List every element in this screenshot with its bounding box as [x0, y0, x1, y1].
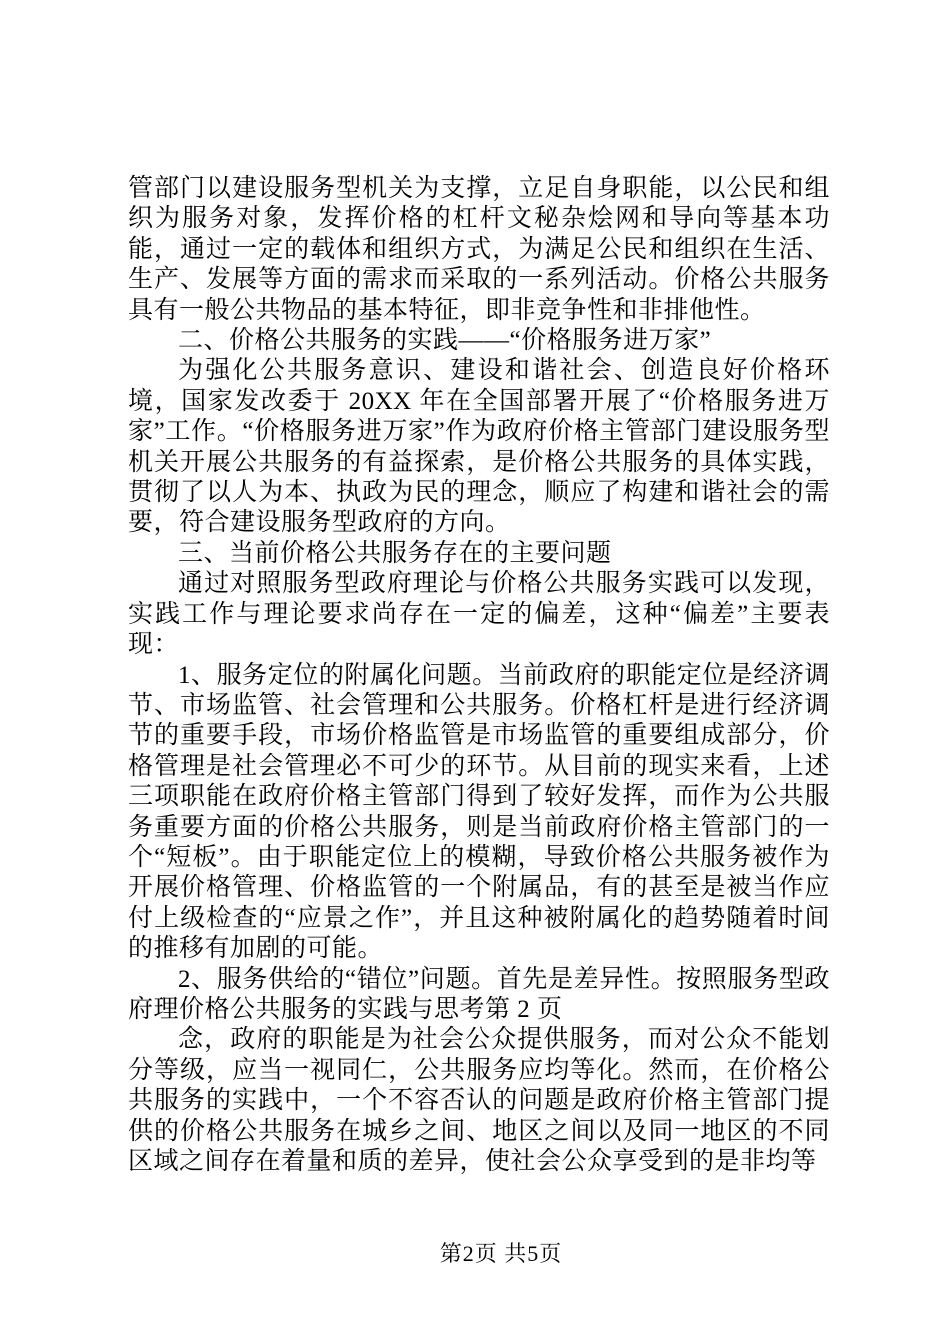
paragraph-continuation: 管部门以建设服务型机关为支撑，立足自身职能，以公民和组织为服务对象，发挥价格的杠杆文秘杂烩网和导向等基本功能，通过一定的载体和组织方式，为满足公民和组织在生活、生产、发展等方面的需求而采取的一系列活动。价格公共服务具有一般公共物品的基本特征，即非竞争性和非排他性。: [128, 175, 830, 324]
paragraph-problem-1: 1、服务定位的附属化问题。当前政府的职能定位是经济调节、市场监管、社会管理和公共服务。价格杠杆是进行经济调节的重要手段，市场价格监管是市场监管的重要组成部分，价格管理是社会管理必不可少的环节。从目前的现实来看，上述三项职能在政府价格主管部门得到了较好发挥，而作为公共服务重要方面的价格公共服务，则是当前政府价格主管部门的一个“短板”。由于职能定位上的模糊，导致价格公共服务被作为开展价格管理、价格监管的一个附属品，有的甚至是被当作应付上级检查的“应景之作”，并且这种被附属化的趋势随着时间的推移有加剧的可能。: [128, 661, 830, 963]
page-number-footer: 第2页 共5页: [439, 1241, 563, 1266]
heading-section-2: 二、价格公共服务的实践——“价格服务进万家”: [178, 327, 712, 355]
paragraph-problem-2-continued: 念，政府的职能是为社会公众提供服务，而对公众不能划分等级，应当一视同仁，公共服务应均等化。然而，在价格公共服务的实践中，一个不容否认的问题是政府价格主管部门提供的价格公共服务在城乡之间、地区之间以及同一地区的不同区域之间存在着量和质的差异，使社会公众享受到的是非均等: [128, 1026, 830, 1175]
document-body: [128, 174, 830, 1177]
paragraph-problem-2: 2、服务供给的“错位”问题。首先是差异性。按照服务型政府理价格公共服务的实践与思考第 2 页: [128, 965, 830, 1023]
heading-section-3: 三、当前价格公共服务存在的主要问题: [178, 539, 612, 567]
paragraph-problems-intro: 通过对照服务型政府理论与价格公共服务实践可以发现，实践工作与理论要求尚存在一定的偏差，这种“偏差”主要表现：: [128, 570, 830, 659]
paragraph-practice: 为强化公共服务意识、建设和谐社会、创造良好价格环境，国家发改委于 20XX 年在全国部署开展了“价格服务进万家”工作。“价格服务进万家”作为政府价格主管部门建设服务型机关开展公共服务的有益探索，是价格公共服务的具体实践，贯彻了以人为本、执政为民的理念，顺应了构建和谐社会的需要，符合建设服务型政府的方向。: [128, 357, 830, 537]
